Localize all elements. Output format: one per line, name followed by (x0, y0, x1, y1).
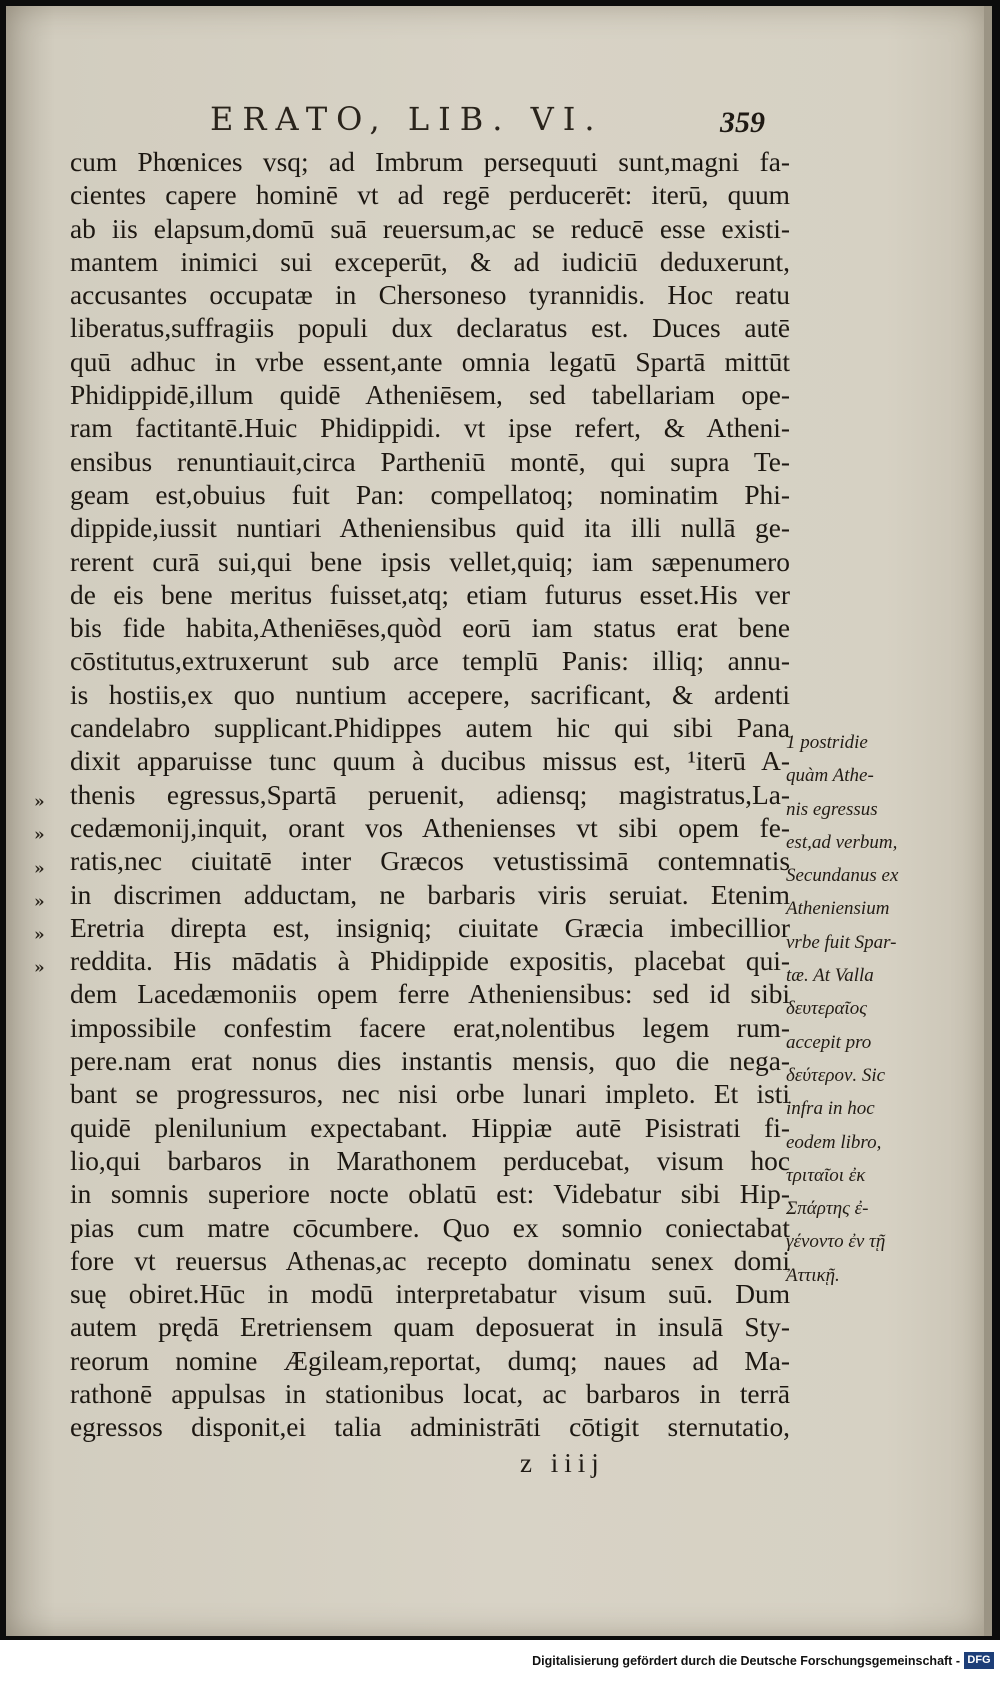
text-line: autem prędā Eretriensem quam deposuerat in insulā Sty- (70, 1312, 790, 1343)
page-number: 359 (720, 106, 765, 139)
text-line: pere.nam erat nonus dies instantis mensis, quo die nega- (70, 1046, 790, 1077)
margin-note-line: Secundanus ex (786, 865, 899, 887)
margin-note-line: δεύτερον. Sic (786, 1064, 886, 1086)
text-line: dippide,iussit nuntiari Atheniensibus quid ita illi nullā ge- (70, 513, 790, 544)
quotation-mark: » (34, 792, 45, 812)
margin-note-line: vrbe fuit Spar- (786, 931, 897, 953)
margin-note-line: eodem libro, (786, 1131, 882, 1153)
margin-note-line: γένοντο ἐν τῇ (786, 1231, 886, 1253)
text-line: Eretria direpta est, insigniq; ciuitate Græcia imbecillior (70, 912, 790, 943)
text-line: mantem inimici sui exceperūt, & ad iudiciū deduxerunt, (70, 246, 790, 277)
dfg-logo: DFG (964, 1652, 994, 1669)
text-line: cōstitutus,extruxerunt sub arce templū Panis: illiq; annu- (70, 646, 790, 677)
margin-note-line: Atheniensium (786, 898, 890, 920)
margin-note-line: quàm Athe- (786, 765, 874, 787)
text-line: suę obiret.Hūc in modū interpretabatur visum suū. Dum (70, 1279, 790, 1310)
text-line: lio,qui barbaros in Marathonem perducebat, visum hoc (70, 1145, 790, 1176)
text-line: in discrimen adductam, ne barbaris viris seruiat. Etenim (70, 879, 790, 910)
text-line: bant se progressuros, nec nisi orbe lunari impleto. Et isti (70, 1079, 790, 1110)
margin-note-line: 1 postridie (786, 732, 868, 753)
text-line: geam est,obuius fuit Pan: compellatoq; nominatim Phi- (70, 479, 790, 510)
funding-notice: Digitalisierung gefördert durch die Deutsche Forschungsgemeinschaft - (532, 1654, 960, 1668)
text-line: thenis egressus,Spartā peruenit, adiensq; magistratus,La- (70, 779, 790, 810)
margin-note-line: Ἀττικῇ. (786, 1264, 840, 1286)
quotation-mark: » (34, 925, 45, 946)
text-line: dem Lacedæmoniis opem ferre Atheniensibus: sed id sibi (70, 979, 790, 1010)
text-line: ab iis elapsum,domū suā reuersum,ac se reducē esse existi- (70, 213, 790, 244)
text-line: quū adhuc in vrbe essent,ante omnia legatū Spartā mittūt (70, 346, 790, 377)
main-text-block (70, 146, 790, 1445)
text-line: candelabro supplicant.Phidippes autem hic qui sibi Pana (70, 713, 790, 744)
marginal-note (786, 726, 936, 1292)
text-line: cedæmonij,inquit, orant vos Athenienses vt sibi opem fe- (70, 812, 790, 843)
margin-note-line: τριταῖοι ἐκ (786, 1164, 866, 1186)
text-line: quidē plenilunium expectabant. Hippiæ autē Pisistrati fi- (70, 1112, 790, 1143)
text-line: accusantes occupatæ in Chersoneso tyrannidis. Hoc reatu (70, 280, 790, 311)
text-line: cum Phœnices vsq; ad Imbrum persequuti sunt,magni fa- (70, 147, 790, 177)
quotation-mark: » (34, 825, 45, 846)
text-line: is hostiis,ex quo nuntium accepere, sacrificant, & ardenti (70, 679, 790, 710)
text-line: ram factitantē.Huic Phidippidi. vt ipse refert, & Atheni- (70, 413, 790, 444)
margin-note-line: δευτεραῖος (786, 998, 867, 1020)
text-line: ensibus renuntiauit,circa Partheniū montē, qui supra Te- (70, 446, 790, 477)
text-line: in somnis superiore nocte oblatū est: Videbatur sibi Hip- (70, 1179, 790, 1210)
quotation-marks-column (34, 786, 70, 986)
text-line: bis fide habita,Atheniēses,quòd eorū iam status erat bene (70, 613, 790, 644)
text-line: rerent curā sui,qui bene ipsis vellet,quiq; iam sæpenumero (70, 546, 790, 577)
footer-bar (0, 1640, 1000, 1684)
margin-note-line: accepit pro (786, 1031, 872, 1053)
text-line: liberatus,suffragiis populi dux declaratus est. Duces autē (70, 313, 790, 344)
quotation-mark: » (34, 891, 45, 912)
page-edge (984, 6, 992, 1636)
margin-note-line: infra in hoc (786, 1098, 875, 1120)
text-line: reddita. His mādatis à Phidippide expositis, placebat qui- (70, 946, 790, 977)
margin-note-line: nis egressus (786, 798, 878, 820)
signature-mark: z iiij (520, 1448, 605, 1478)
text-line: fore vt reuersus Athenas,ac recepto dominatu senex domi (70, 1245, 790, 1276)
text-line: de eis bene meritus fuisset,atq; etiam futurus esset.His ver (70, 579, 790, 610)
text-line: ratis,nec ciuitatē inter Græcos vetustissimā contemnatis (70, 846, 790, 877)
margin-note-line: est,ad verbum, (786, 831, 898, 853)
text-line: dixit apparuisse tunc quum à ducibus missus est, ¹iterū A- (70, 746, 790, 777)
quotation-mark: » (34, 958, 45, 979)
text-line: reorum nomine Ægileam,reportat, dumq; naues ad Ma- (70, 1345, 790, 1376)
text-line: Phidippidē,illum quidē Atheniēsem, sed tabellariam ope- (70, 380, 790, 411)
text-line: rathonē appulsas in stationibus locat, ac barbaros in terrā (70, 1378, 790, 1409)
text-line: egressos disponit,ei talia administrāti cōtigit sternutatio, (70, 1412, 790, 1443)
text-line: cientes capere hominē vt ad regē perducerēt: iterū, quum (70, 180, 790, 211)
margin-note-line: tæ. At Valla (786, 965, 874, 987)
text-line: pias cum matre cōcumbere. Quo ex somnio coniectabat (70, 1212, 790, 1243)
running-header: ERATO, LIB. VI. (210, 100, 604, 138)
text-line: impossibile confestim facere erat,nolentibus legem rum- (70, 1012, 790, 1043)
quotation-mark: » (34, 858, 45, 879)
margin-note-line: Σπάρτης ἐ- (786, 1198, 869, 1220)
